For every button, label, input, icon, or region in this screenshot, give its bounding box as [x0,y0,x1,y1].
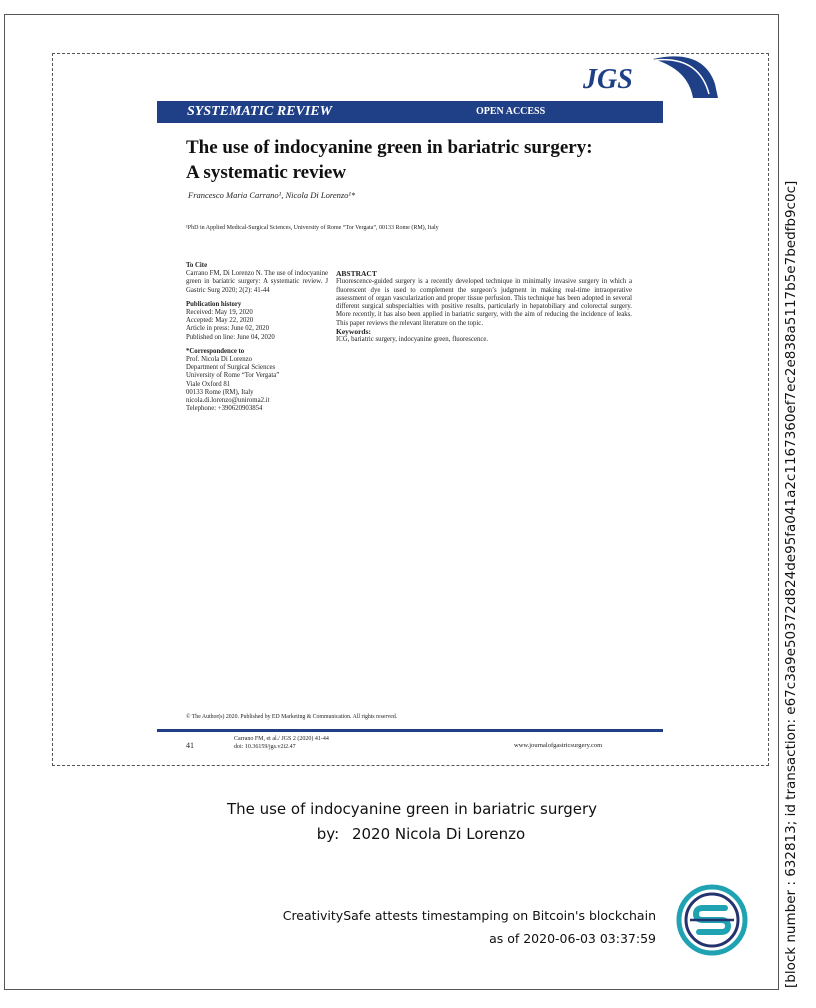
footer-citation [234,736,329,751]
history-line: Article in press: June 02, 2020 [186,325,270,333]
footer-cite-line: Carrano FM, et al./ JGS 2 (2020) 41-44 [234,736,329,742]
history-line: Accepted: May 22, 2020 [186,317,254,325]
timestamp-attestation [250,904,656,950]
banner-systematic-review: SYSTEMATIC REVIEW [187,104,333,119]
article-page-preview [52,53,769,766]
footer-doi: doi: 10.36159/jgs.v2i2.47 [234,743,296,750]
article-abstract [336,270,632,345]
jgs-journal-logo [573,54,718,106]
blockchain-transaction-id: [block number : 632813; id transaction: e67c3a9e50372d824de95fa041a2c1167360ef7ec2e838a5117b5e7bedfb9c0c] [783,180,799,988]
caption-title: The use of indocyanine green in bariatric surgery [226,800,598,818]
journal-banner [157,101,663,123]
article-authors: Francesco Maria Carrano¹, Nicola Di Lorenzo¹* [188,190,356,200]
publication-history-heading: Publication history [186,300,242,308]
to-cite-text: Carrano FM, Di Lorenzo N. The use of indocyanine green in bariatric surgery: A systematic review. J Gastric Surg 2020; 2(2): 41-44 [186,270,328,294]
jgs-logo-text: JGS [583,64,633,95]
caption-by-value: 2020 Nicola Di Lorenzo [351,825,526,843]
footer-page-number: 41 [186,741,194,750]
correspondence-line: Viale Oxford 81 [186,380,231,388]
keywords-text: ICG, bariatric surgery, indocyanine green, fluorescence. [336,336,489,344]
copyright-notice: © The Author(s) 2020. Published by ED Marketing & Communication. All rights reserved. [186,714,398,720]
banner-open-access: OPEN ACCESS [476,106,546,117]
attestation-line1: CreativitySafe attests timestamping on Bitcoin's blockchain [282,908,656,923]
to-cite-heading: To Cite [186,262,208,269]
correspondence-phone: Telephone: +390620903854 [186,405,263,413]
article-sidebar [186,262,328,413]
caption-by-label: by: [316,825,340,843]
correspondence-email: nicola.di.lorenzo@uniroma2.it [186,397,270,405]
creativitysafe-logo-icon [676,884,748,956]
abstract-heading: ABSTRACT [336,269,377,278]
article-title-line2: A systematic review [186,162,347,183]
correspondence-line: University of Rome “Tor Vergata” [186,372,280,380]
attestation-line2: as of 2020-06-03 03:37:59 [489,931,656,946]
footer-rule [157,729,663,732]
correspondence-heading: *Correspondence to [186,347,245,355]
keywords-heading: Keywords: [336,327,371,337]
article-title-line1: The use of indocyanine green in bariatric surgery: [186,137,593,158]
history-line: Published on line: June 04, 2020 [186,333,275,341]
article-title [186,135,656,185]
abstract-text: Fluorescence-guided surgery is a recently developed technique in minimally invasive surgery in which a fluorescent dye is used to complement the surgeon’s judgment in making real-time intraoperative assessment of organ vascularization and proper tissue perfusion. This technique has been adopted in several different surgical subspecialties with positive results, particularly in hepatobiliary and colorectal surgery. More recently, it has also been applied in bariatric surgery, with the aim of reducing the incidence of leaks. This paper reviews the relevant literature on the topic. [336,278,632,327]
history-line: Received: May 19, 2020 [186,309,253,317]
caption-author [0,825,816,843]
footer-url: www.journalofgastricsurgery.com [514,742,603,749]
correspondence-line: 00133 Rome (RM), Italy [186,388,254,396]
correspondence-line: Prof. Nicola Di Lorenzo [186,356,253,364]
correspondence-line: Department of Surgical Sciences [186,364,276,372]
article-affiliation: ¹PhD in Applied Medical-Surgical Sciences, University of Rome “Tor Vergata”, 00133 Rome (RM), Italy [186,225,439,231]
